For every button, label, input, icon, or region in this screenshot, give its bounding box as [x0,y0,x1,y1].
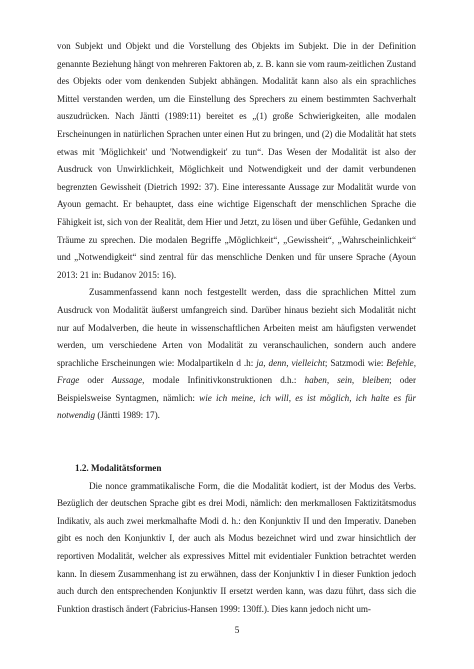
text-run: ; oder Beispielsweise Syntagmen, nämlich: [57,375,417,403]
italic-text-run: wie ich meine, ich will, es ist möglich, ich halte es für notwendig [57,392,416,421]
text-run: (Jäntti 1989: 17). [95,410,160,421]
page-number: 5 [234,626,240,636]
section-heading: 1.2. Modalitätsformen [75,463,162,474]
body-paragraph [57,478,416,619]
text-run: , modale Infinitivkonstruktionen d.h.: [142,375,305,386]
body-paragraph [57,38,416,284]
text-run: Die nonce grammatikalische Form, die die Modalität kodiert, ist der Modus des Verbs. Bezüglich der deutschen Sprache gibt es drei Modi, nämlich: den merkmallosen Faktizitätsmodus Indikativ, als auch zwei merkmalhafte Modi d. h.: den Konjunktiv II und den Imperativ. Daneben gibt es noch den Konjunktiv I, der auch als Modus bezeichnet wird und zwar hinsichtlich der reportiven Modalität, welcher als expressives Mittel mit evidentialer Funktion betrachtet werden kann. In diesem Zusammenhang ist zu erwähnen, dass der Konjunktiv I in dieser Funktion jedoch auch durch den entsprechenden Konjunktiv II ersetzt werden kann, was dazu führt, dass sich die Funktion drastisch ändert (Fabricius-Hansen 1999: 130ff.). Dies kann jedoch nicht um- [57,480,416,614]
italic-text-run: Aussage [111,375,143,386]
text-run: von Subjekt und Objekt und die Vorstellung des Objekts im Subjekt. Die in der Definition genannte Beziehung hängt von mehreren Faktoren ab, z. B. kann sie vom raum-zeitlichen Zustand des Objekts oder vom denkenden Subjekt abhängen. Modalität kann also als ein sprachliches Mittel verstanden werden, um die Einstellung des Sprechers zu einem bestimmten Sachverhalt auszudrücken. Nach Jäntti (1989:11) bereitet es „(1) große Schwierigkeiten, alle modalen Erscheinungen in natürlichen Sprachen unter einen Hut zu bringen, und (2) die Modalität hat stets etwas mit 'Möglichkeit' und 'Notwendigkeit' zu tun“. Das Wesen der Modalität ist also der Ausdruck von Unwirklichkeit, Möglichkeit und Notwendigkeit und der damit verbundenen begrenzten Gewissheit (Dietrich 1992: 37). Eine interessante Aussage zur Modalität wurde von Ayoun gemacht. Er behauptet, dass eine wichtige Eigenschaft der menschlichen Sprache die Fähigkeit ist, sich von der Realität, dem Hier und Jetzt, zu lösen und über Gefühle, Gedanken und Träume zu sprechen. Die modalen Begriffe „Möglichkeit“, „Gewissheit“, „Wahrscheinlichkeit“ und „Notwendigkeit“ sind zentral für das menschliche Denken und für unsere Sprache (Ayoun 2013: 21 in: Budanov 2015: 16). [57,41,416,280]
text-run: Zusammenfassend kann noch festgestellt werden, dass die sprachlichen Mittel zum Ausdruck von Modalität äußerst umfangreich sind. Darüber hinaus bezieht sich Modalität nicht nur auf Modalverben, die heute in wissenschaftlichen Arbeiten meist am häufigsten verwendet werden, um verschiedene Arten von Modalität zu veranschaulichen, sondern auch andere sprachliche Erscheinungen wie: Modalpartikeln d .h: [57,287,416,368]
body-paragraph [57,284,416,425]
italic-text-run: haben, sein, bleiben [304,375,390,386]
italic-text-run: Befehle, Frage [57,357,417,386]
text-run: ; Satzmodi wie: [324,357,387,368]
italic-text-run: ja, denn, vielleicht [256,357,325,368]
text-run: oder [79,375,112,386]
